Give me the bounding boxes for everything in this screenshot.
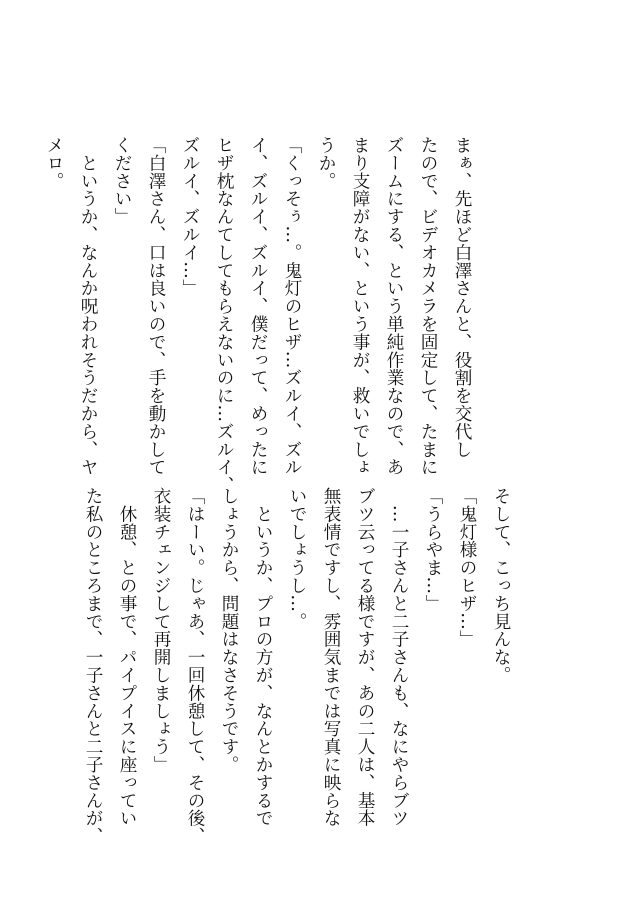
text-line: しょうから、問題はなさそうです。 — [219, 487, 239, 774]
text-block-top — [37, 136, 479, 494]
text-line: というか、プロの方が、なんとかするで — [253, 487, 273, 828]
text-line: 衣装チェンジして再開しましょう」 — [151, 487, 171, 774]
text-line: ブツ云ってる様ですが、あの二人は、基本 — [355, 487, 375, 828]
text-line: まり支障がない、という事が、救いでしょ — [350, 136, 370, 477]
text-line: ヒザ枕なんてしてもらえないのに…ズルイ、 — [214, 136, 234, 494]
text-line: た私のところまで、一子さんと二子さんが、 — [83, 487, 103, 845]
text-line: 「はーい。じゃあ、一回休憩して、その後、 — [185, 487, 205, 845]
text-line: まぁ、先ほど白澤さんと、役割を交代し — [452, 136, 472, 459]
text-line: うか。 — [316, 136, 336, 190]
text-line: ください」 — [112, 136, 132, 226]
text-line: 休憩、との事で、パイプイスに座ってい — [117, 487, 137, 828]
text-line: イ、ズルイ、ズルイ、僕だって、めったに — [248, 136, 268, 477]
text-block-bottom — [76, 487, 518, 845]
text-line: 無表情ですし、雰囲気までは写真に映らな — [321, 487, 341, 828]
text-line: 「鬼灯様のヒザ…」 — [457, 487, 477, 649]
text-line: いでしょうし…。 — [287, 487, 307, 631]
text-line: たので、ビデオカメラを固定して、たまに — [418, 136, 438, 477]
text-line: メロ。 — [44, 136, 64, 190]
text-line: そして、こっち見んな。 — [491, 487, 511, 684]
text-line: 「うらやま…」 — [423, 487, 443, 613]
text-line: 「白澤さん、口は良いので、手を動かして — [146, 136, 166, 477]
text-line: ズームにする、という単純作業なので、あ — [384, 136, 404, 477]
text-line: ズルイ、ズルイ…」 — [180, 136, 200, 298]
text-line: というか、なんか呪われそうだから、ヤ — [78, 136, 98, 477]
text-line: …一子さんと二子さんも、なにやらブツ — [389, 487, 409, 828]
text-line: 「くっそぅ…。鬼灯のヒザ…ズルイ、ズル — [282, 136, 302, 477]
